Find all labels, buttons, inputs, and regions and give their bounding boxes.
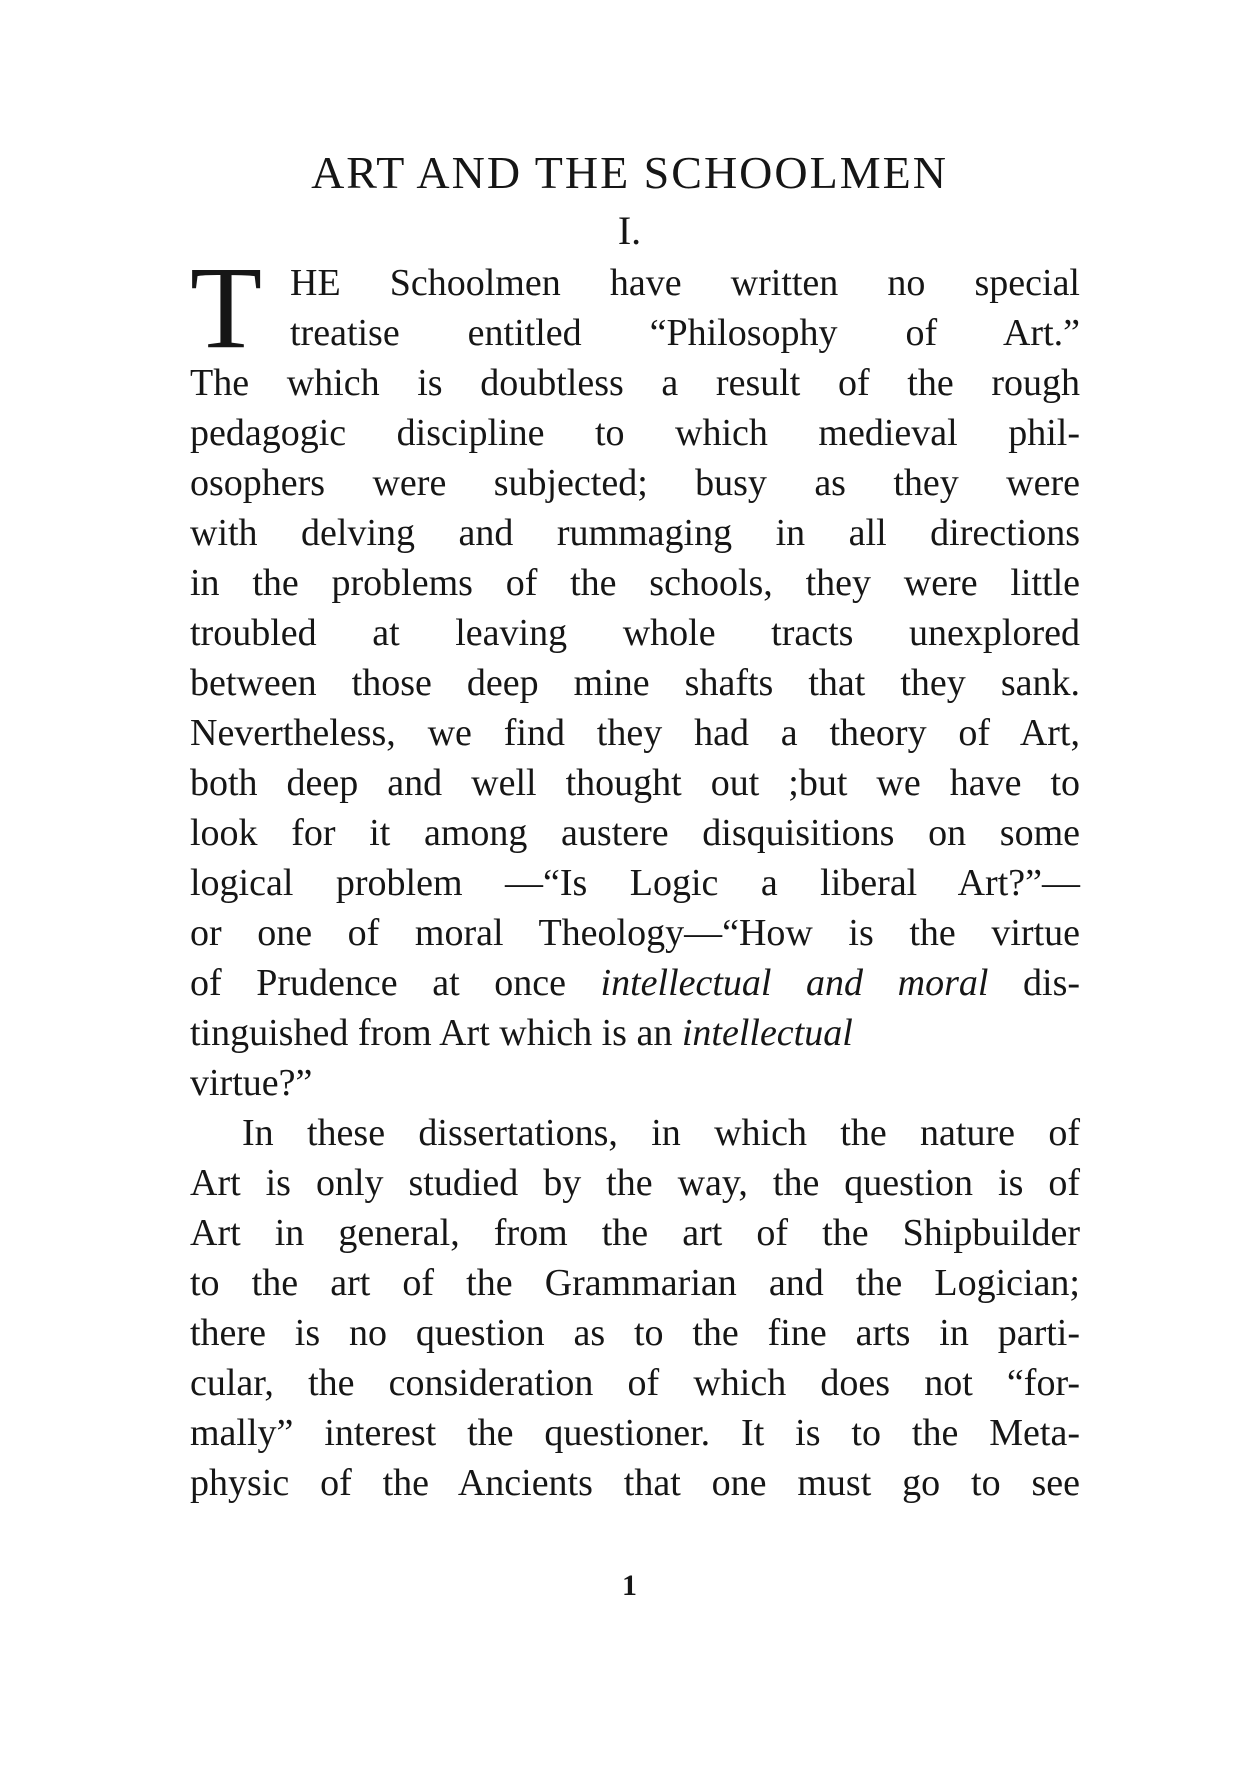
text-line: to the art of the Grammarian and the Logician; <box>190 1262 1080 1304</box>
text-line: or one of moral Theology—“How is the virtue <box>190 912 1080 954</box>
text-line: with delving and rummaging in all directions <box>190 512 1080 554</box>
text-line-italic-mix <box>190 1008 1080 1058</box>
text-fragment: of Prudence at once <box>190 962 601 1004</box>
text-line: Nevertheless, we find they had a theory of Art, <box>190 712 1080 754</box>
text-fragment: tinguished from Art which is an <box>190 1012 682 1054</box>
drop-cap: T <box>190 242 263 373</box>
text-line: both deep and well thought out ;but we have to <box>190 762 1080 804</box>
italic-phrase: intellectual <box>681 1012 853 1054</box>
body-text <box>190 242 1081 1508</box>
section-number: I. <box>617 208 642 253</box>
text-line-italic-mix <box>190 958 1080 1008</box>
text-line: osophers were subjected; busy as they were <box>190 462 1080 504</box>
text-line: treatise entitled “Philosophy of Art.” <box>290 312 1080 354</box>
opening-lines <box>190 242 1080 373</box>
text-line: Art in general, from the art of the Shipbuilder <box>190 1212 1080 1254</box>
text-line: between those deep mine shafts that they sank. <box>190 662 1080 704</box>
text-line: Art is only studied by the way, the question is of <box>190 1162 1080 1204</box>
italic-phrase: intellectual and moral <box>600 962 989 1004</box>
text-fragment: dis- <box>988 962 1081 1004</box>
text-line: In these dissertations, in which the nature of <box>242 1112 1080 1154</box>
text-line: look for it among austere disquisitions on some <box>190 812 1080 854</box>
text-line: HE Schoolmen have written no special <box>290 262 1080 304</box>
text-line: cular, the consideration of which does not “for- <box>190 1362 1080 1404</box>
text-line: physic of the Ancients that one must go to see <box>190 1462 1080 1504</box>
page-number: 1 <box>622 1569 637 1602</box>
text-line: The which is doubtless a result of the rough <box>190 362 1080 404</box>
text-line: pedagogic discipline to which medieval phil- <box>190 412 1080 454</box>
text-line: there is no question as to the fine arts in parti- <box>190 1312 1080 1354</box>
text-line: logical problem —“Is Logic a liberal Art?”— <box>190 862 1080 904</box>
text-line: in the problems of the schools, they were little <box>190 562 1080 604</box>
text-line: mally” interest the questioner. It is to the Meta- <box>190 1412 1080 1454</box>
text-line: virtue?” <box>190 1062 313 1104</box>
chapter-title: ART AND THE SCHOOLMEN <box>311 147 948 198</box>
text-line: troubled at leaving whole tracts unexplored <box>190 612 1080 654</box>
